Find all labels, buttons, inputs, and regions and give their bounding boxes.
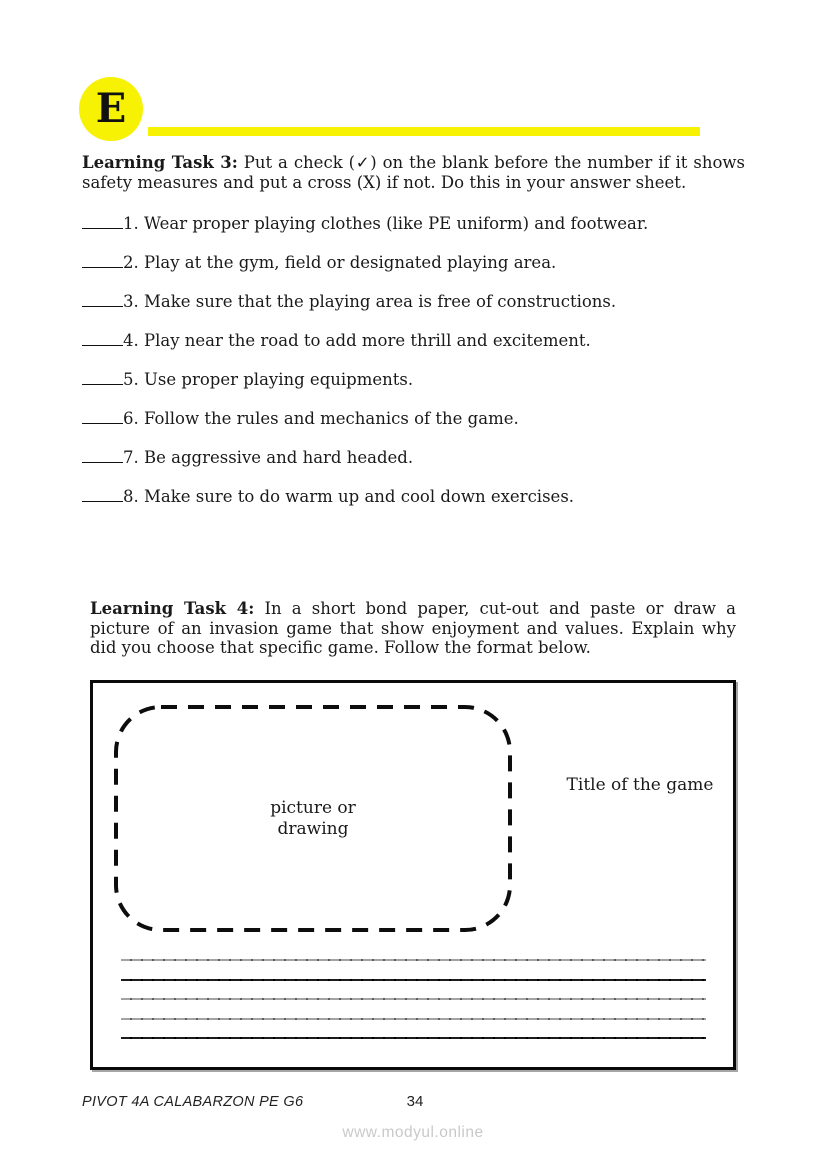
item-number: 2. <box>123 253 139 272</box>
writing-line[interactable] <box>121 979 706 981</box>
yellow-divider <box>148 127 700 136</box>
checklist-item-3 <box>82 291 762 330</box>
checklist-item-7 <box>82 447 762 486</box>
footer-page-number: 34 <box>406 1093 424 1110</box>
checklist-item-8 <box>82 486 762 525</box>
answer-blank-2[interactable] <box>82 267 123 268</box>
item-text: Play near the road to add more thrill and excitement. <box>144 331 591 350</box>
picture-placeholder[interactable] <box>113 704 513 933</box>
answer-blank-4[interactable] <box>82 345 123 346</box>
writing-line[interactable] <box>121 998 706 1000</box>
item-text: Make sure to do warm up and cool down exercises. <box>144 487 575 506</box>
answer-blank-5[interactable] <box>82 384 123 385</box>
watermark-url: www.modyul.online <box>342 1124 484 1141</box>
writing-line[interactable] <box>121 1018 706 1020</box>
answer-blank-1[interactable] <box>82 228 123 229</box>
picture-label-line1: picture or <box>270 797 356 818</box>
task4-paragraph <box>90 599 736 658</box>
badge-letter: E <box>95 85 127 132</box>
item-number: 1. <box>123 214 139 233</box>
item-number: 6. <box>123 409 139 428</box>
answer-blank-3[interactable] <box>82 306 123 307</box>
task4-label: Learning Task 4: <box>90 599 255 618</box>
item-number: 5. <box>123 370 139 389</box>
checklist-item-1 <box>82 213 762 252</box>
checklist-item-4 <box>82 330 762 369</box>
format-box <box>90 680 736 1070</box>
game-title-label: Title of the game <box>566 775 714 795</box>
item-number: 8. <box>123 487 139 506</box>
item-number: 3. <box>123 292 139 311</box>
task3-instructions: Put a check (✓) on the blank before the number if it shows safety measures and put a cross (X) if not. Do this in your answer sheet. <box>82 153 745 192</box>
item-number: 4. <box>123 331 139 350</box>
task3-label: Learning Task 3: <box>82 153 238 172</box>
writing-line[interactable] <box>121 959 706 961</box>
picture-label-line2: drawing <box>277 818 349 839</box>
task3-checklist <box>82 213 762 525</box>
answer-blank-7[interactable] <box>82 462 123 463</box>
checklist-item-5 <box>82 369 762 408</box>
checklist-item-6 <box>82 408 762 447</box>
picture-placeholder-label <box>113 704 513 933</box>
checklist-item-2 <box>82 252 762 291</box>
item-text: Be aggressive and hard headed. <box>144 448 414 467</box>
item-text: Use proper playing equipments. <box>144 370 414 389</box>
task3-paragraph <box>82 153 745 192</box>
item-number: 7. <box>123 448 139 467</box>
answer-blank-6[interactable] <box>82 423 123 424</box>
writing-line[interactable] <box>121 1037 706 1039</box>
answer-blank-8[interactable] <box>82 501 123 502</box>
item-text: Follow the rules and mechanics of the game. <box>144 409 519 428</box>
footer-module-code: PIVOT 4A CALABARZON PE G6 <box>82 1094 304 1110</box>
writing-lines <box>121 959 706 1057</box>
task4-instructions: In a short bond paper, cut-out and paste or draw a picture of an invasion game that show enjoyment and values. Explain why did you choose that specific game. Follow the format below. <box>90 599 736 658</box>
item-text: Make sure that the playing area is free of constructions. <box>144 292 617 311</box>
item-text: Wear proper playing clothes (like PE uniform) and footwear. <box>144 214 649 233</box>
item-text: Play at the gym, field or designated playing area. <box>144 253 557 272</box>
section-e-badge <box>79 77 143 141</box>
